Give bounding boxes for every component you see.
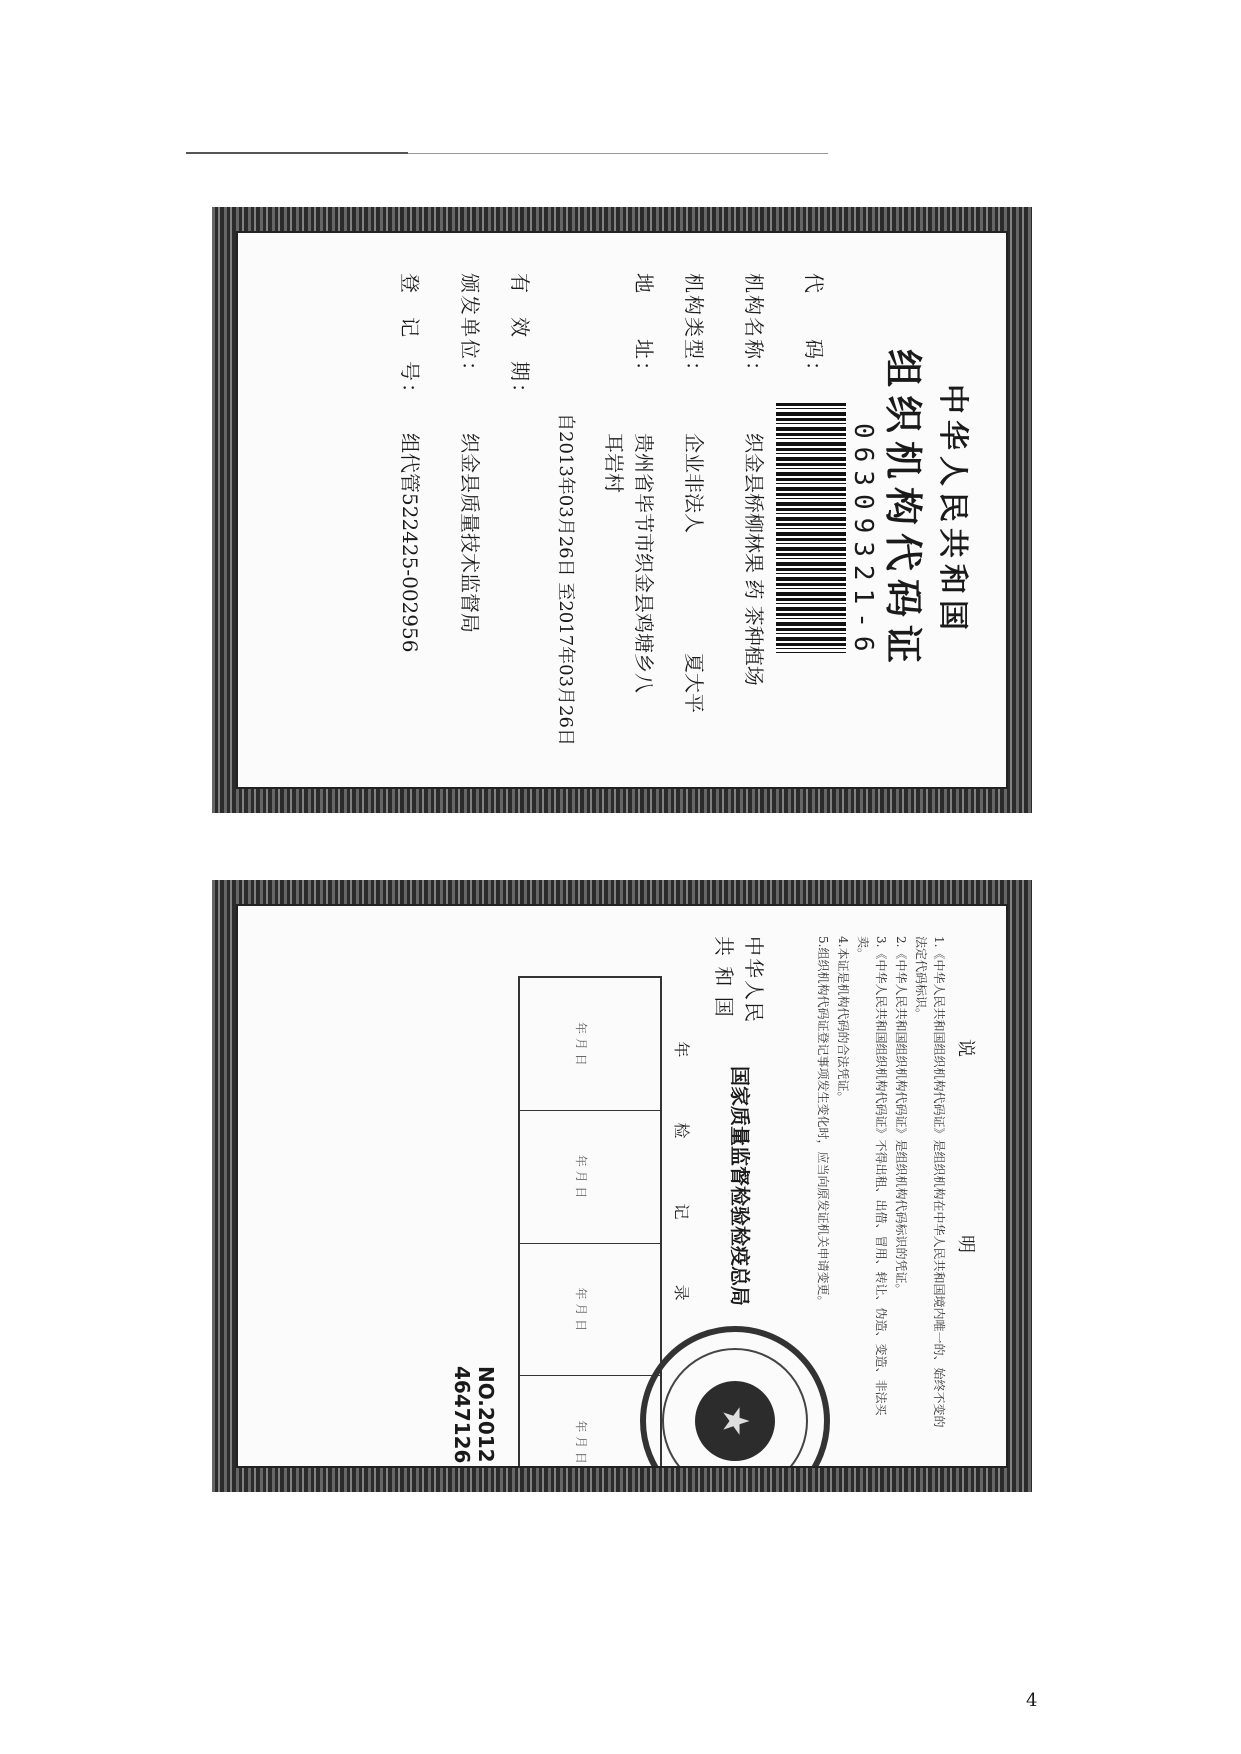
address-value-line1: 贵州省毕节市织金县鸡塘乡八 [632,433,656,693]
inspection-cell [520,1111,660,1244]
inspection-cell [520,1244,660,1377]
barcode-icon [776,403,846,653]
official-seal-icon [640,1326,830,1466]
inspection-date-mark: 年 月 日 [574,1154,588,1199]
representative-value: 夏大平 [682,653,706,713]
inspection-date-mark: 年 月 日 [574,1287,588,1332]
name-label: 机构名称： [742,273,766,383]
inspection-date-mark: 年 月 日 [574,1022,588,1066]
issuer-department: 国家质量监督检验检疫总局 [728,1066,752,1306]
registration-value: 组代管522425-002956 [398,433,422,653]
certificate-title-country: 中华人民共和国 [935,384,970,636]
valid-period-value: 自2013年03月26日 至2017年03月26日 [555,413,576,746]
certificate-back [212,880,1032,1492]
instruction-item: 1.《中华人民共和国组织机构代码证》是组织机构在中华人民共和国境内唯一的、始终不变的法定代码标识。 [914,936,946,1428]
organization-code: 06309321-6 [848,423,878,660]
instructions-list [812,936,948,1436]
certificate-back-content [238,906,1006,1466]
issuer-label: 颁发单位： [458,273,482,383]
inspection-date-mark: 年 月 日 [574,1420,588,1464]
annual-inspection-title: 年 检 记 录 [672,1041,691,1331]
inspection-cell [520,978,660,1111]
valid-period-label: 有 效 期： [508,273,532,405]
issuer-value: 织金县质量技术监督局 [458,433,482,633]
name-value: 织金县桥柳林果 药 茶种植场 [742,433,766,686]
star-icon: ★ [714,1404,756,1438]
certificate-back-body [238,906,1006,1466]
issuer-country-line2: 共 和 国 [712,936,736,1019]
instruction-item: 2.《中华人民共和国组织机构代码证》是组织机构代码标识的凭证。 [894,936,908,1296]
certificate-front-body [238,233,1006,787]
issuer-country-line1: 中华人民 [742,936,766,1024]
instruction-item: 3.《中华人民共和国组织机构代码证》不得出租、出借、冒用、转让、伪造、变造、非法买卖。 [856,936,888,1416]
instructions-title: 说 明 [955,1039,976,1333]
serial-number: NO.2012 4647126 [450,1366,498,1464]
address-value-line2: 耳岩村 [602,433,626,493]
code-label: 代 码： [802,273,826,383]
type-value: 企业非法人 [682,433,706,533]
annual-inspection-table [518,976,662,1466]
top-rule-faint [408,153,828,154]
page-number: 4 [1026,1690,1038,1711]
certificate-front-content [238,233,1006,787]
certificate-front [212,207,1032,813]
inspection-cell [520,1376,660,1466]
address-label: 地 址： [632,273,656,383]
top-rule [186,152,408,154]
type-label: 机构类型： [682,273,706,383]
certificate-title: 组织机构代码证 [881,348,926,671]
registration-label: 登 记 号： [398,273,422,405]
instruction-item: 4.本证是机构代码的合法凭证。 [836,936,850,1104]
instruction-item: 5.组织机构代码证登记事项发生变化时，应当向原发证机关申请变更。 [816,936,830,1308]
